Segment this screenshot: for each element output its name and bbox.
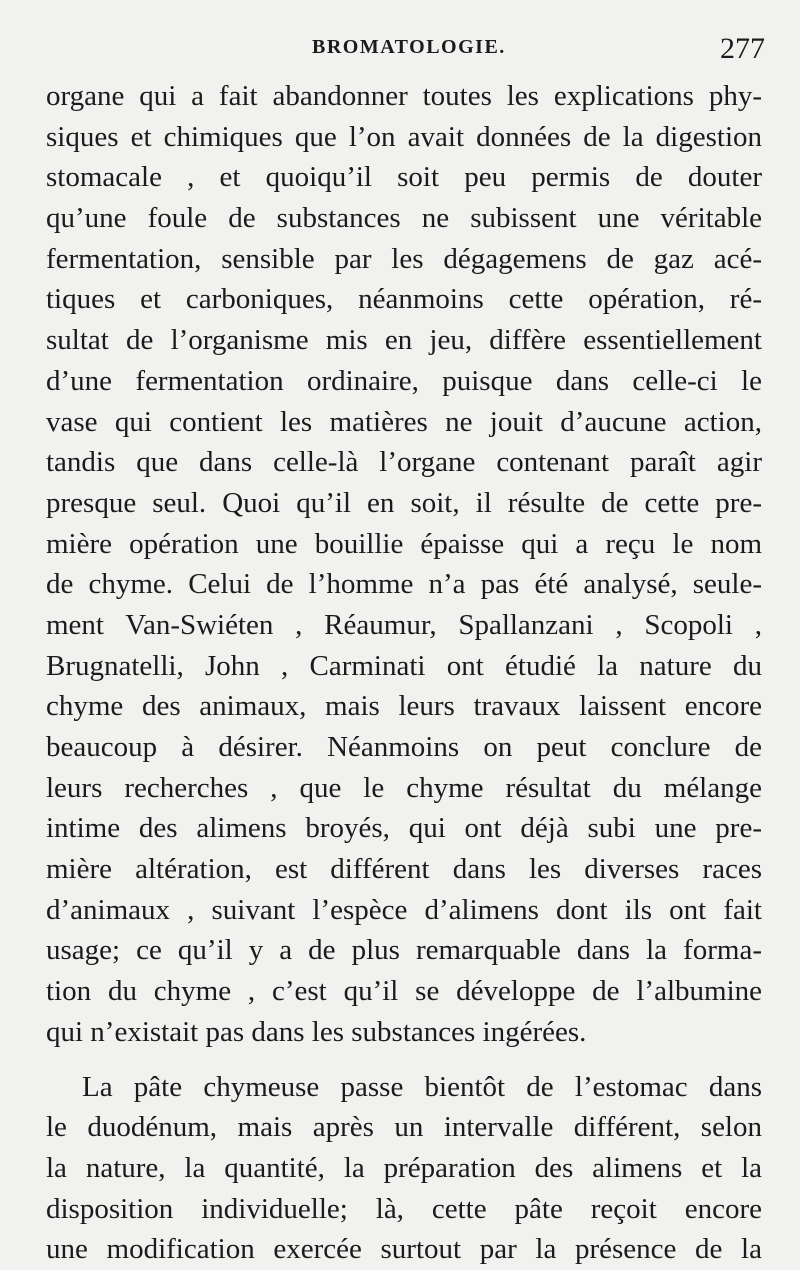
- text-line: d’une fermentation ordinaire, puisque dans celle-ci le: [46, 364, 762, 397]
- text-line: usage; ce qu’il y a de plus remarquable dans la forma-: [46, 934, 762, 967]
- text-line: chyme des animaux, mais leurs travaux laissent encore: [46, 690, 762, 723]
- text-line: qui n’existait pas dans les substances ingérées.: [46, 1015, 587, 1048]
- text-line: mière altération, est différent dans les diverses races: [46, 853, 762, 886]
- text-line: stomacale , et quoiqu’il soit peu permis de douter: [46, 161, 762, 194]
- text-line: sultat de l’organisme mis en jeu, diffère essentiellement: [46, 324, 762, 357]
- text-line: fermentation, sensible par les dégagemens de gaz acé-: [46, 242, 762, 275]
- paragraph-gap: [46, 1053, 762, 1067]
- page-number: 277: [720, 32, 765, 65]
- text-line: siques et chimiques que l’on avait données de la digestion: [46, 120, 762, 153]
- text-line: intime des alimens broyés, qui ont déjà subi une pre-: [46, 812, 762, 845]
- text-line: tion du chyme , c’est qu’il se développe de l’albumine: [46, 975, 762, 1008]
- text-line: La pâte chymeuse passe bientôt de l’estomac dans: [82, 1070, 762, 1103]
- text-line: ment Van-Swiéten , Réaumur, Spallanzani , Scopoli ,: [46, 608, 762, 641]
- page-header: [0, 32, 800, 76]
- text-line: beaucoup à désirer. Néanmoins on peut conclure de: [46, 731, 762, 763]
- text-line: une modification exercée surtout par la présence de la: [46, 1233, 762, 1266]
- text-line: leurs recherches , que le chyme résultat du mélange: [46, 771, 762, 804]
- body-text: [46, 76, 762, 1270]
- text-line: qu’une foule de substances ne subissent une véritable: [46, 202, 762, 235]
- paragraph-2: [46, 1067, 762, 1270]
- text-line: le duodénum, mais après un intervalle différent, selon: [46, 1111, 762, 1144]
- text-line: tandis que dans celle-là l’organe contenant paraît agir: [46, 446, 762, 479]
- text-line: la nature, la quantité, la préparation des alimens et la: [46, 1151, 762, 1184]
- running-title: BROMATOLOGIE.: [312, 36, 506, 58]
- paragraph-1: [46, 76, 762, 1053]
- text-line: presque seul. Quoi qu’il en soit, il résulte de cette pre-: [46, 486, 762, 519]
- text-line: tiques et carboniques, néanmoins cette opération, ré-: [46, 283, 762, 316]
- text-line: vase qui contient les matières ne jouit d’aucune action,: [46, 405, 762, 438]
- text-line: Brugnatelli, John , Carminati ont étudié la nature du: [46, 649, 762, 682]
- text-line: disposition individuelle; là, cette pâte reçoit encore: [46, 1192, 762, 1225]
- text-line: d’animaux , suivant l’espèce d’alimens dont ils ont fait: [46, 893, 762, 926]
- text-line: organe qui a fait abandonner toutes les explications phy-: [46, 80, 762, 112]
- text-line: mière opération une bouillie épaisse qui a reçu le nom: [46, 527, 762, 560]
- text-line: de chyme. Celui de l’homme n’a pas été analysé, seule-: [46, 568, 762, 601]
